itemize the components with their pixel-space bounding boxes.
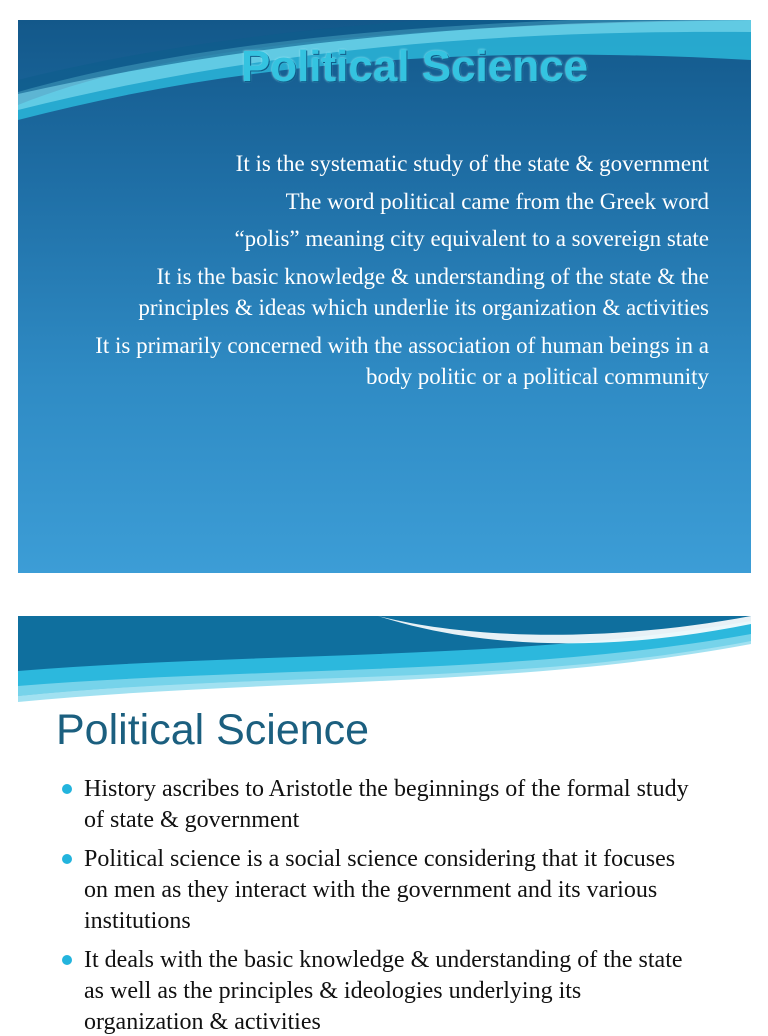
slide-1-line: It is the basic knowledge & understanding of the state & the principles & ideas which underlie its organization & activities — [138, 263, 709, 320]
slide-1-line: It is the systematic study of the state & government — [235, 151, 709, 176]
slide-2-title: Political Science — [56, 706, 370, 754]
bullet-text: History ascribes to Aristotle the beginnings of the formal study of state & government — [84, 776, 689, 833]
slide-1 — [18, 20, 751, 573]
bullet-icon — [62, 784, 72, 794]
slide-1-title: Political Science — [240, 42, 589, 91]
slide-1-line: The word political came from the Greek word — [285, 188, 709, 214]
list-item — [62, 774, 702, 836]
slide-2-bullet-list — [62, 774, 702, 1036]
slide-2-header-swoosh — [18, 616, 751, 706]
bullet-text: Political science is a social science considering that it focuses on men as they interact with the government and its various institutions — [84, 846, 676, 934]
slide-1-line: It is primarily concerned with the association of human beings in a body politic or a political community — [95, 332, 709, 389]
bullet-text: It deals with the basic knowledge & understanding of the state as well as the principles & ideologies underlying its organization & activities — [84, 947, 683, 1035]
list-item — [62, 945, 702, 1036]
slide-2 — [18, 616, 751, 1036]
slide-1-body — [69, 148, 709, 399]
bullet-icon — [62, 854, 72, 864]
bullet-icon — [62, 955, 72, 965]
list-item — [62, 844, 702, 937]
slide-1-line: “polis” meaning city equivalent to a sovereign state — [234, 226, 709, 251]
